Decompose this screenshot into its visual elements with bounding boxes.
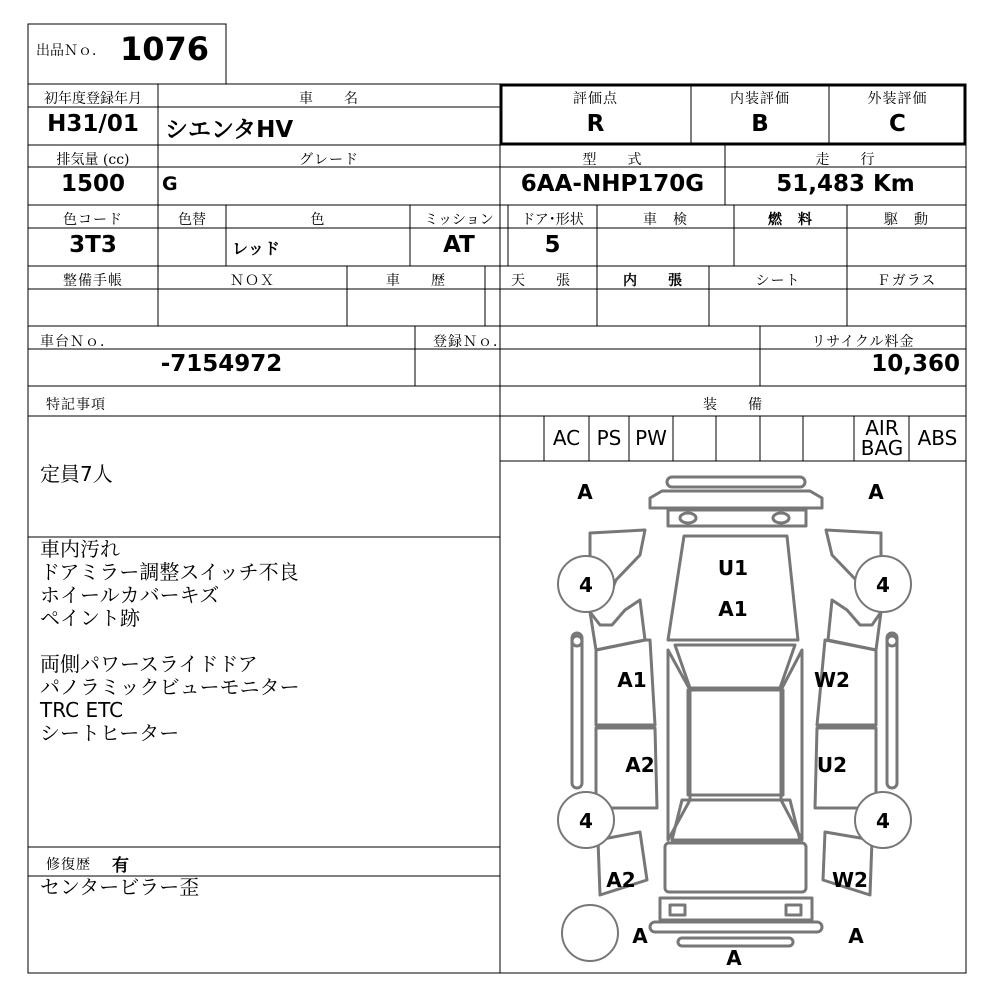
color-change-label: 色替 xyxy=(178,212,206,228)
car-name-label: 車 名 xyxy=(299,91,359,107)
mileage-value: 51,483 Km xyxy=(776,171,915,197)
notes-line-1: 定員7人 xyxy=(40,462,113,486)
color-code-label: 色コード xyxy=(63,212,123,228)
chassis-label: 車台Ｎｏ． xyxy=(40,334,115,350)
score-value: R xyxy=(586,111,605,137)
note-line: TRC ETC xyxy=(40,698,124,722)
color-value: レッド xyxy=(232,239,280,258)
interior-label: 内装評価 xyxy=(730,91,790,107)
ceiling-label: 天 張 xyxy=(511,273,571,289)
mark-rear-center: A xyxy=(726,946,742,970)
note-line: ホイールカバーキズ xyxy=(40,583,220,607)
door-value: 5 xyxy=(544,232,561,258)
interior-value: B xyxy=(751,111,769,137)
mark-left-rear-door: A2 xyxy=(625,753,655,777)
lot-label: 出品Ｎｏ． xyxy=(36,43,106,59)
interior-trim-label: 内 張 xyxy=(623,273,683,289)
first-reg-label: 初年度登録年月 xyxy=(44,91,142,107)
equip-ac: AC xyxy=(552,426,581,450)
chassis-value: -7154972 xyxy=(160,351,283,377)
repair-detail: センタービラー歪 xyxy=(40,875,200,899)
mark-tire-rr: 4 xyxy=(876,809,890,833)
mark-hood-u: U1 xyxy=(717,556,749,580)
service-book-label: 整備手帳 xyxy=(63,273,123,289)
grade-label: グレード xyxy=(299,152,359,168)
equip-ps: PS xyxy=(596,426,622,450)
inspection-label: 車 検 xyxy=(643,212,688,228)
notes-block xyxy=(40,538,300,745)
equip-pw: PW xyxy=(635,426,667,450)
car-name-value: シエンタHV xyxy=(165,117,294,143)
mark-rear-right: A xyxy=(848,924,864,948)
mark-tire-fr: 4 xyxy=(876,573,890,597)
nox-label: ＮＯＸ xyxy=(230,273,275,289)
displacement-label: 排気量 (cc) xyxy=(56,152,130,168)
door-label: ドア･形状 xyxy=(521,212,584,228)
mark-hood-a: A1 xyxy=(718,597,748,621)
fglass-label: Ｆガラス xyxy=(876,273,937,289)
mark-tire-rl: 4 xyxy=(579,809,593,833)
mark-rear-left: A xyxy=(632,924,648,948)
mark-front-right: A xyxy=(868,480,884,504)
mark-front-left: A xyxy=(577,480,593,504)
note-line: ペイント跡 xyxy=(40,606,140,630)
note-line: 両側パワースライドドア xyxy=(40,652,258,676)
note-line: ドアミラー調整スイッチ不良 xyxy=(40,560,299,584)
displacement-value: 1500 xyxy=(60,171,125,197)
repair-value: 有 xyxy=(112,856,129,876)
history-label: 車 歴 xyxy=(386,273,446,289)
color-label: 色 xyxy=(310,212,326,228)
note-line: 車内汚れ xyxy=(40,537,120,561)
grade-value: G xyxy=(162,173,178,195)
equip-airbag: AIR BAG xyxy=(860,416,904,460)
repair-label: 修復歴 xyxy=(46,857,91,873)
reg-no-label: 登録Ｎｏ． xyxy=(433,334,508,350)
note-line: パノラミックビューモニター xyxy=(40,675,300,699)
equip-abs: ABS xyxy=(917,426,958,450)
lot-number: 1076 xyxy=(120,30,210,68)
recycle-value: 10,360 xyxy=(871,351,960,377)
mark-left-rear-quarter: A2 xyxy=(606,868,636,892)
note-line xyxy=(40,630,300,653)
exterior-value: C xyxy=(889,111,906,137)
mark-left-front-door: A1 xyxy=(617,668,647,692)
fuel-label: 燃 料 xyxy=(768,212,813,228)
model-value: 6AA-NHP170G xyxy=(520,171,705,197)
mark-right-rear-quarter: W2 xyxy=(832,868,868,892)
mark-right-front-door: W2 xyxy=(814,668,850,692)
exterior-label: 外装評価 xyxy=(867,91,928,107)
first-reg-value: H31/01 xyxy=(47,111,139,137)
mark-right-rear-door: U2 xyxy=(816,753,848,777)
note-line: シートヒーター xyxy=(40,721,180,745)
seat-label: シート xyxy=(755,273,801,289)
equipment-label: 装 備 xyxy=(703,397,763,413)
mileage-label: 走 行 xyxy=(815,152,876,168)
recycle-label: リサイクル料金 xyxy=(811,334,915,350)
mission-label: ミッション xyxy=(424,212,494,228)
color-code-value: 3T3 xyxy=(69,232,117,258)
model-label: 型 式 xyxy=(582,152,643,168)
mission-value: AT xyxy=(443,232,475,258)
drive-label: 駆 動 xyxy=(884,212,929,228)
mark-tire-fl: 4 xyxy=(579,573,593,597)
notes-label: 特記事項 xyxy=(46,397,106,413)
score-label: 評価点 xyxy=(573,91,618,107)
